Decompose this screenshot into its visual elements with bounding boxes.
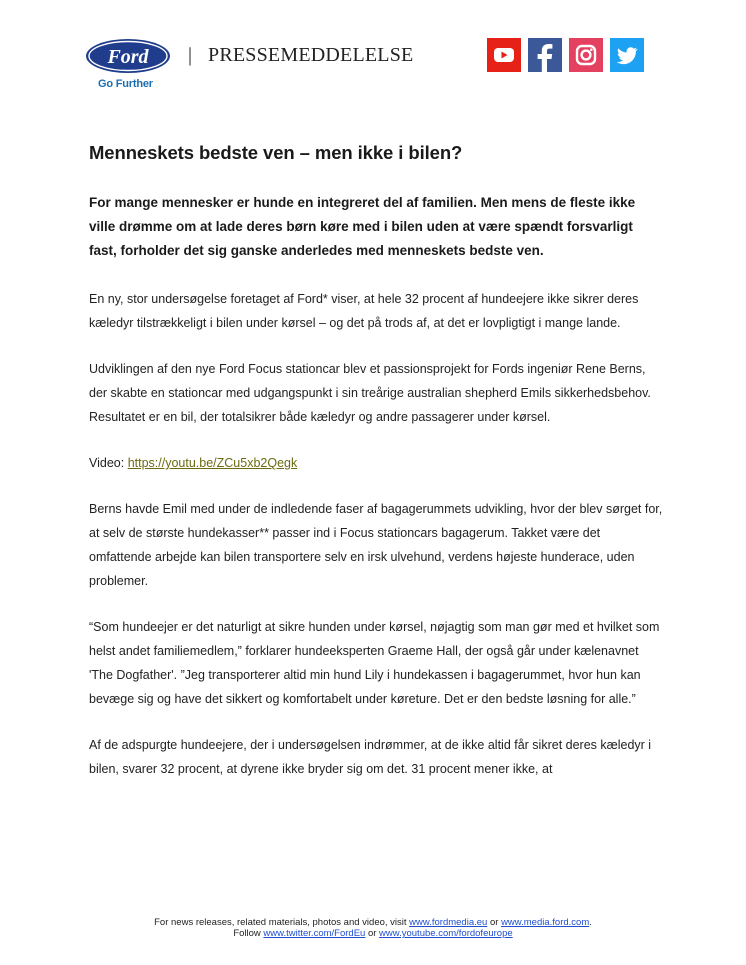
footer-or-2: or [365,928,380,939]
youtube-link[interactable]: www.youtube.com/fordofeurope [379,928,513,939]
header-separator: | [188,44,193,66]
paragraph-development: Udviklingen af den nye Ford Focus stationcar blev et passionsprojekt for Fords ingeniør Rene Berns, der skabte en stationcar med udgangspunkt i sin treårige australian shepherd Emils sikkerhedsbehov. Resultatet er en bil, der totalsikrer både kæledyr og andre passagerer under kørsel. [89,362,651,424]
footer-or-1: or [487,917,502,928]
tagline: Go Further [98,78,153,90]
facebook-icon[interactable] [528,38,562,72]
footer-text-2: Follow [233,928,264,939]
paragraph-survey: En ny, stor undersøgelse foretaget af Ford* viser, at hele 32 procent af hundeejere ikke sikrer deres kæledyr tilstrækkeligt i bilen under kørsel – og det på trods af, at det er lovpligtigt i mange lande. [89,292,639,330]
ford-logo[interactable] [84,38,174,94]
paragraph-trunk: Berns havde Emil med under de indledende faser af bagagerummets udvikling, hvor der blev sørget for, at selv de største hundekasser** passer ind i Focus stationcars bagagerum. Takket være det omfattende arbejde kan bilen transportere selv en irsk ulvehund, verdens højeste hunderace, uden problemer. [89,502,663,588]
footer-text-1: For news releases, related materials, photos and video, visit [154,917,410,928]
social-links [487,38,644,72]
lead-paragraph: For mange mennesker er hunde en integreret del af familien. Men mens de fleste ikke ville drømme om at lade deres børn køre med i bilen uden at være spændt forsvarligt fast, forholder det sig ganske anderledes med menneskets bedste ven. [89,195,636,258]
ford-oval-icon [85,38,171,74]
page-footer [0,917,746,939]
paragraph-survey-results: Af de adspurgte hundeejere, der i undersøgelsen indrømmer, at de ikke altid får sikret deres kæledyr i bilen, svarer 32 procent, at dyrene ikke bryder sig om det. 31 procent mener ikke, at [89,738,652,776]
headline: Menneskets bedste ven – men ikke i bilen? [89,142,463,163]
footer-line-2 [0,928,746,939]
video-link[interactable]: https://youtu.be/ZCu5xb2Qegk [127,456,298,470]
ford-logo-text: Ford [107,46,149,68]
page-header [84,38,664,94]
video-label: Video: [89,456,128,470]
footer-period: . [589,917,592,928]
media-ford-link[interactable]: www.media.ford.com [501,917,590,928]
youtube-icon[interactable] [487,38,521,72]
page-title: PRESSEMEDDELELSE [208,44,414,66]
twitter-icon[interactable] [610,38,644,72]
video-line [89,451,664,475]
instagram-icon[interactable] [569,38,603,72]
paragraph-quote: “Som hundeejer er det naturligt at sikre hunden under kørsel, nøjagtig som man gør med et hvilket som helst andet familiemedlem,” forklarer hundeeksperten Graeme Hall, der også går under kælenavnet 'The Dogfather'. ”Jeg transporterer altid min hund Lily i hundekassen i bagagerummet, hvor hun kan bevæge sig og have det sikkert og komfortabelt under køreture. Det er den bedste løsning for alle.” [89,620,660,706]
footer-line-1 [0,917,746,928]
fordmedia-link[interactable]: www.fordmedia.eu [409,917,488,928]
article [89,142,664,781]
twitter-link[interactable]: www.twitter.com/FordEu [263,928,366,939]
